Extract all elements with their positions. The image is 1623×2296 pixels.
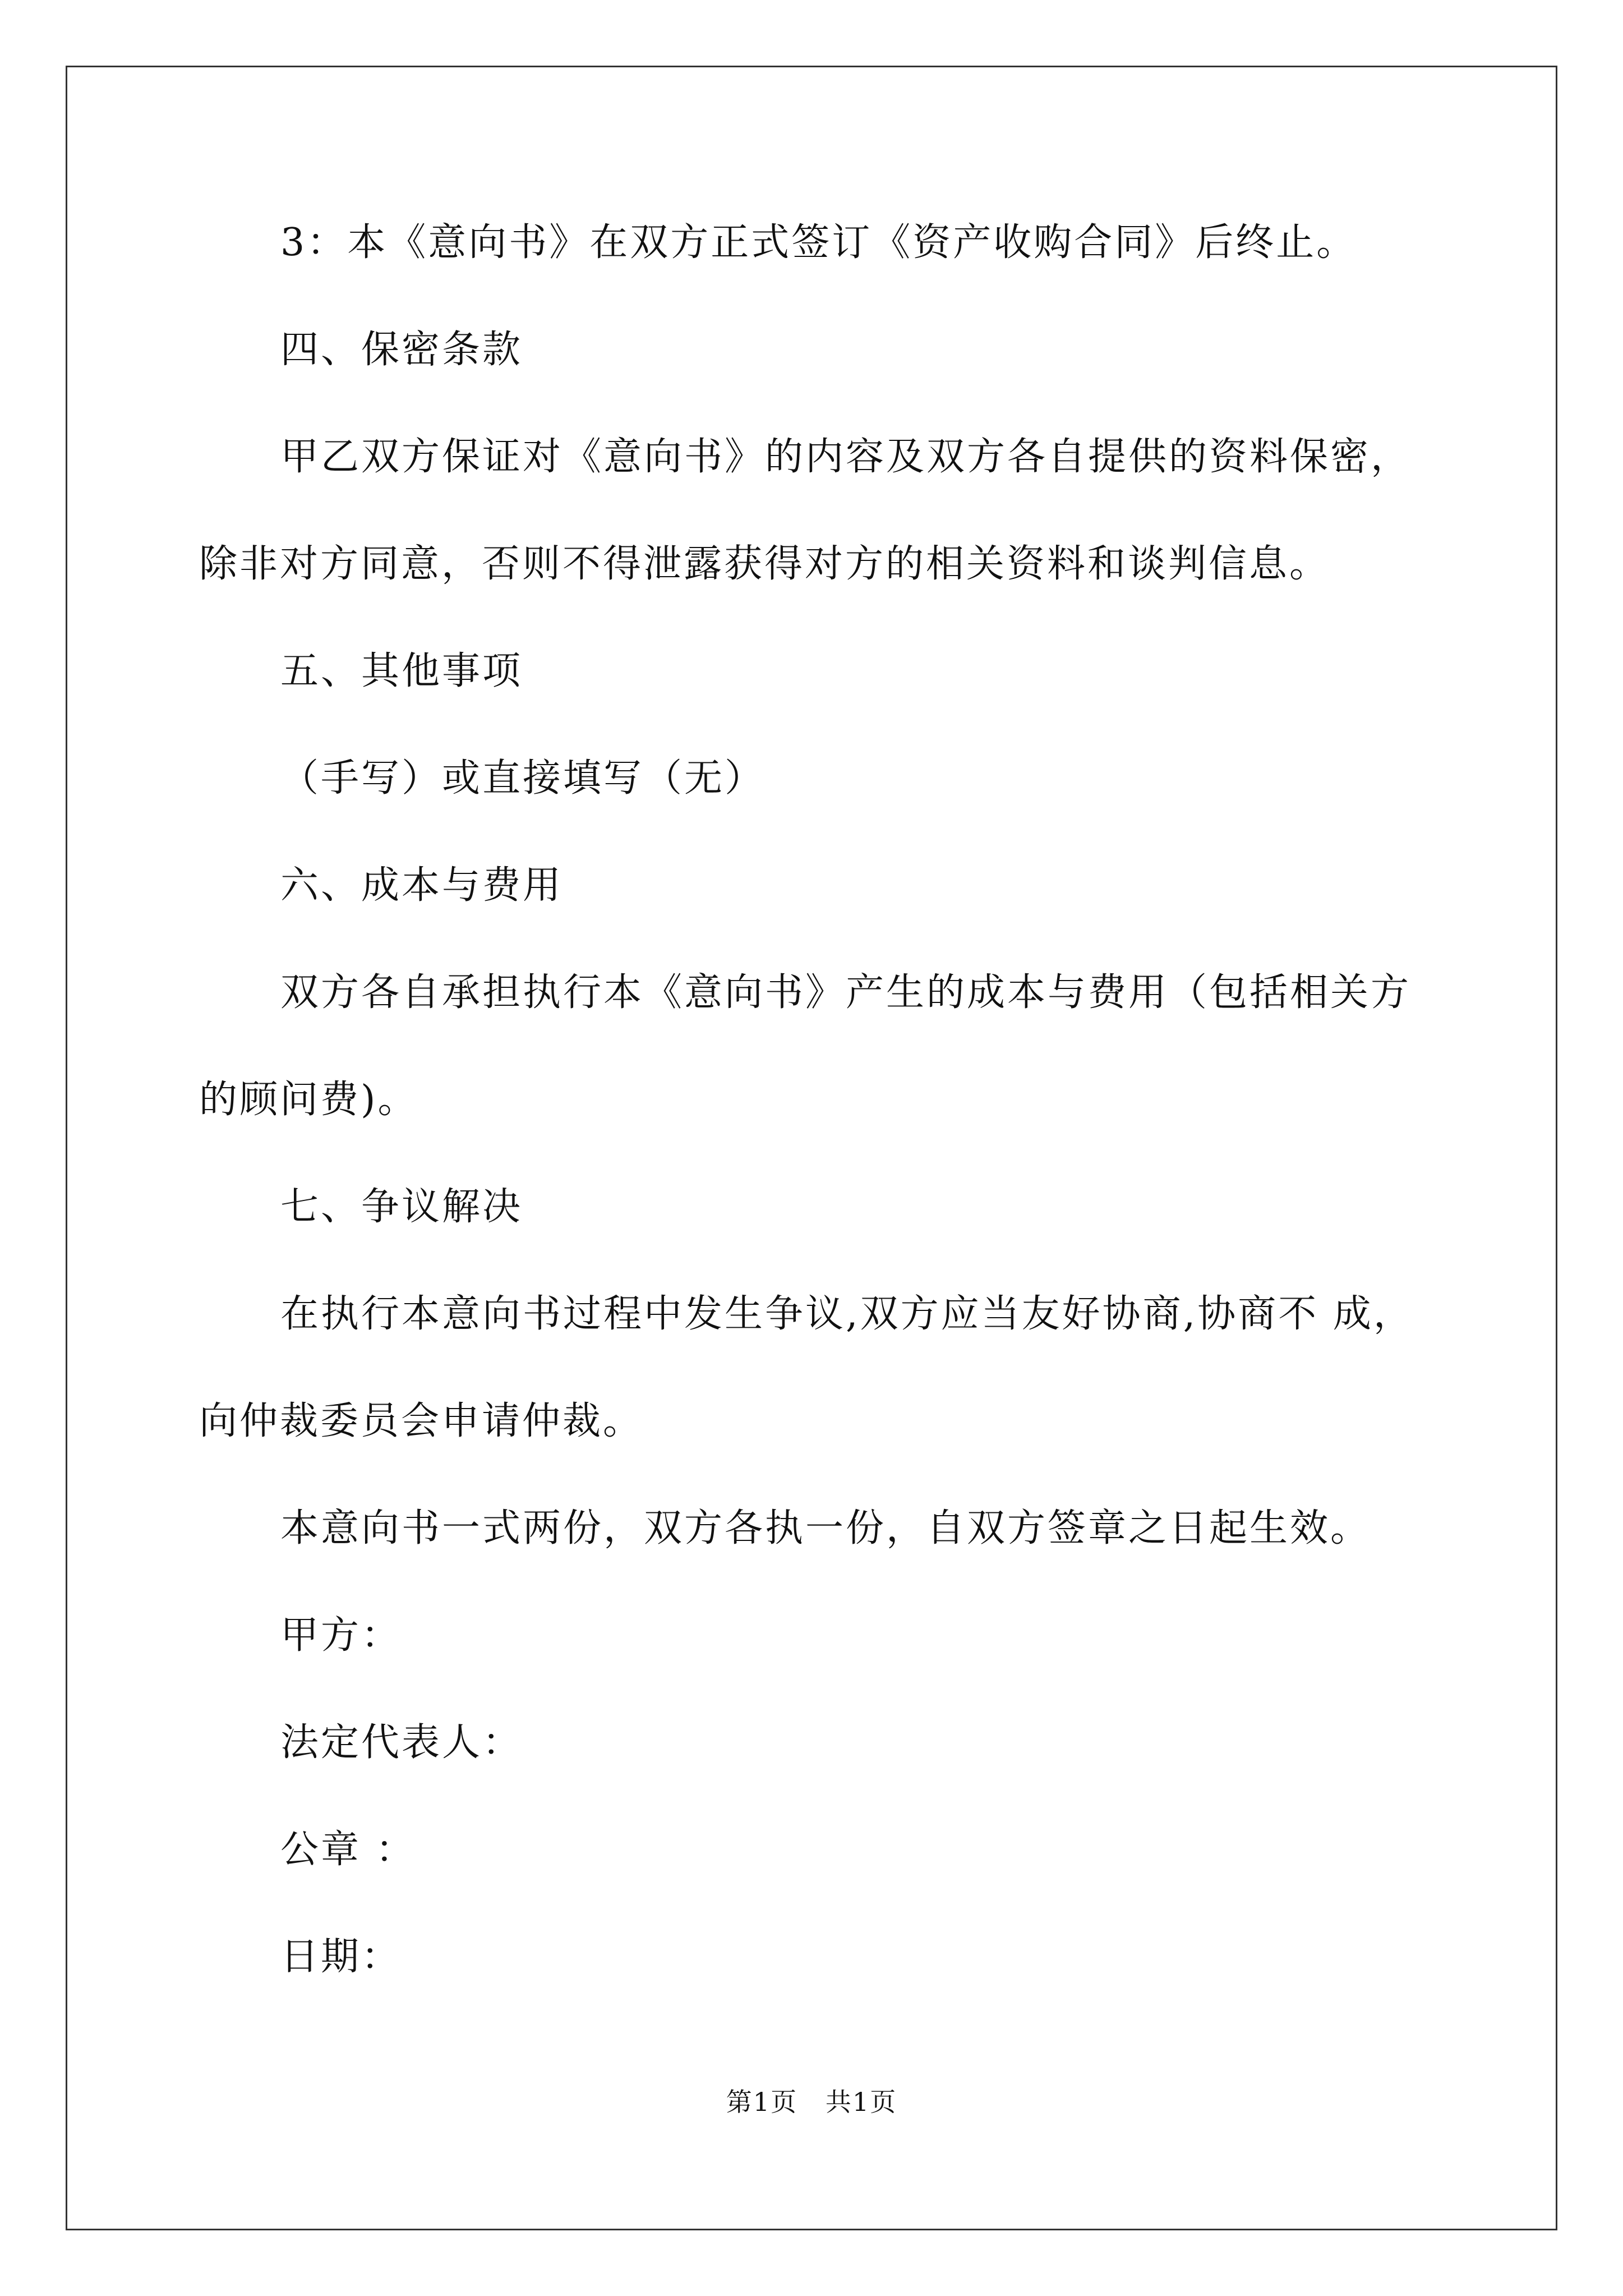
clause-termination-line: 3：本《意向书》在双方正式签订《资产收购合同》后终止。 (280, 220, 1357, 265)
disputes-text-line-2: 向仲裁委员会申请仲裁。 (199, 1399, 644, 1443)
costs-text-line-1: 双方各自承担执行本《意向书》产生的成本与费用（包括相关方 (280, 970, 1412, 1015)
section-heading-other-matters: 五、其他事项 (280, 649, 523, 693)
confidentiality-text-line-1: 甲乙双方保证对《意向书》的内容及双方各自提供的资料保密， (280, 435, 1412, 479)
party-a-label: 甲方： (280, 1613, 402, 1658)
section-heading-costs: 六、成本与费用 (280, 863, 564, 908)
section-heading-confidentiality: 四、保密条款 (280, 328, 523, 372)
other-matters-text: （手写）或直接填写（无） (280, 756, 766, 800)
costs-text-line-2: 的顾问费)。 (199, 1078, 418, 1122)
section-heading-disputes: 七、争议解决 (280, 1185, 523, 1229)
effectiveness-text: 本意向书一式两份，双方各执一份，自双方签章之日起生效。 (280, 1506, 1371, 1550)
page-footer: 第1页 共1页 (726, 2087, 897, 2117)
document-body (199, 216, 1433, 2037)
confidentiality-text-line-2: 除非对方同意，否则不得泄露获得对方的相关资料和谈判信息。 (199, 542, 1330, 586)
legal-representative-label: 法定代表人： (280, 1720, 523, 1765)
date-label: 日期： (280, 1935, 402, 1979)
disputes-text-line-1: 在执行本意向书过程中发生争议,双方应当友好协商,协商不 成， (280, 1292, 1414, 1336)
official-seal-label: 公章 ： (280, 1828, 416, 1872)
